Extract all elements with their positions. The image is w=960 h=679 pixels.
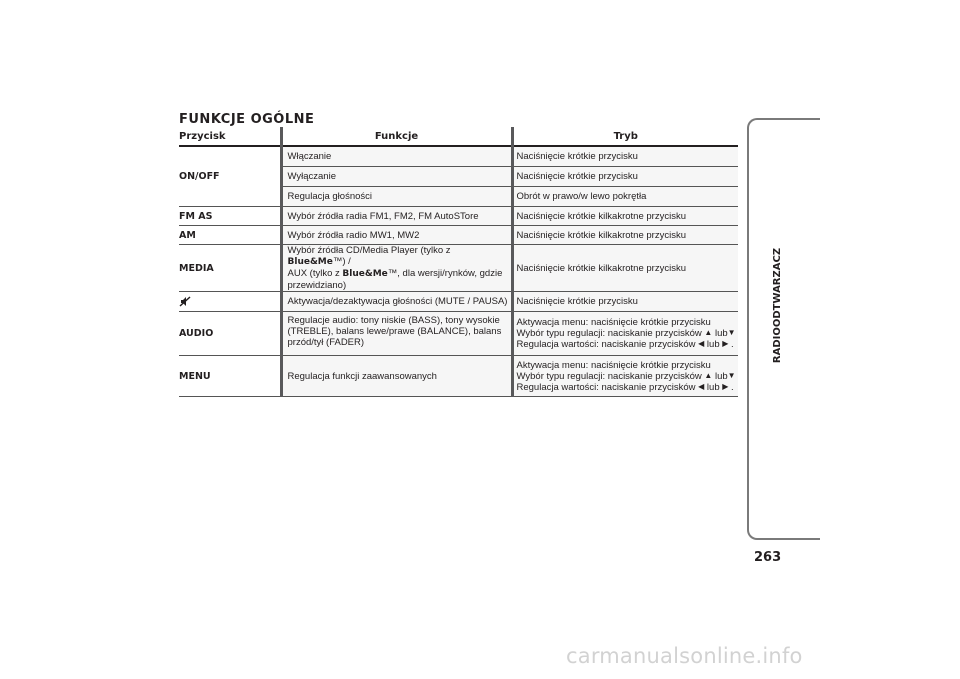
table-row xyxy=(179,312,738,356)
header-mode: Tryb xyxy=(512,127,738,146)
table-row xyxy=(179,146,738,167)
cell-function xyxy=(281,312,512,356)
triangle-right-icon: ▶ xyxy=(722,381,729,391)
text: . xyxy=(728,339,734,350)
section-title: FUNKCJE OGÓLNE xyxy=(179,112,315,127)
triangle-down-icon: ▼ xyxy=(727,328,736,337)
text: ™, dla wersji/rynków, gdzie xyxy=(387,268,503,279)
cell-mode: Naciśnięcie krótkie przycisku xyxy=(512,167,738,187)
header-button: Przycisk xyxy=(179,127,281,146)
key-fm-as: FM AS xyxy=(179,207,281,226)
brand-blueme: Blue&Me xyxy=(287,257,333,267)
text: ™) / xyxy=(332,256,351,267)
text: lub xyxy=(712,370,728,382)
text: . xyxy=(728,381,734,393)
cell-function: Regulacja funkcji zaawansowanych xyxy=(281,356,512,397)
cell-function: Wybór źródła radio MW1, MW2 xyxy=(281,226,512,245)
cell-mode: Obrót w prawo/w lewo pokrętła xyxy=(512,187,738,207)
key-audio: AUDIO xyxy=(179,312,281,356)
cell-mode xyxy=(512,312,738,356)
text: przód/tył (FADER) xyxy=(287,337,365,348)
brand-blueme: Blue&Me xyxy=(342,269,388,279)
table-row xyxy=(179,245,738,292)
key-media: MEDIA xyxy=(179,245,281,292)
triangle-down-icon: ▼ xyxy=(727,370,736,380)
text: Wybór typu regulacji: naciskanie przycisków xyxy=(516,328,705,339)
chapter-tab-label xyxy=(768,247,788,363)
table-row xyxy=(179,292,738,312)
text: lub xyxy=(704,339,723,350)
cell-mode: Naciśnięcie krótkie kilkakrotne przycisku xyxy=(512,245,738,292)
cell-mode xyxy=(512,356,738,397)
cell-function: Wyłączanie xyxy=(281,167,512,187)
text: Wybór źródła CD/Media Player (tylko z xyxy=(287,245,451,256)
text: AUX (tylko z xyxy=(287,268,343,279)
header-function: Funkcje xyxy=(281,127,512,146)
watermark: carmanualsonline.info xyxy=(566,644,803,668)
text: Regulacja wartości: naciskanie przycisków xyxy=(516,339,699,350)
text: Aktywacja menu: naciśnięcie krótkie przycisku xyxy=(516,317,711,328)
key-menu: MENU xyxy=(179,356,281,397)
mute-icon xyxy=(179,296,191,307)
text: przewidziano) xyxy=(287,280,347,291)
table-row xyxy=(179,207,738,226)
text: Regulacje audio: tony niskie (BASS), tony wysokie xyxy=(287,315,500,326)
table-row xyxy=(179,226,738,245)
cell-function: Wybór źródła radia FM1, FM2, FM AutoSTore xyxy=(281,207,512,226)
text: Wybór typu regulacji: naciskanie przycisków xyxy=(516,370,705,382)
cell-mode: Naciśnięcie krótkie kilkakrotne przycisku xyxy=(512,207,738,226)
triangle-left-icon: ◀ xyxy=(698,381,705,391)
text: lub xyxy=(712,328,728,339)
key-onoff: ON/OFF xyxy=(179,146,281,207)
table-row xyxy=(179,356,738,397)
key-mute xyxy=(179,292,281,312)
cell-function: Aktywacja/dezaktywacja głośności (MUTE / PAUSA) xyxy=(281,292,512,312)
table-header-row xyxy=(179,127,738,146)
triangle-up-icon: ▲ xyxy=(704,328,713,337)
cell-function: Włączanie xyxy=(281,146,512,167)
page-number: 263 xyxy=(754,550,782,565)
cell-mode: Naciśnięcie krótkie przycisku xyxy=(512,292,738,312)
triangle-right-icon: ▶ xyxy=(722,339,729,348)
cell-mode: Naciśnięcie krótkie przycisku xyxy=(512,146,738,167)
text: Aktywacja menu: naciśnięcie krótkie przycisku xyxy=(516,359,711,371)
key-am: AM xyxy=(179,226,281,245)
triangle-up-icon: ▲ xyxy=(704,370,713,380)
functions-table xyxy=(179,127,738,397)
text: Regulacja wartości: naciskanie przycisków xyxy=(516,381,699,393)
chapter-title: RADIOODTWARZACZ xyxy=(772,247,784,363)
text: lub xyxy=(704,381,723,393)
triangle-left-icon: ◀ xyxy=(698,339,705,348)
cell-mode: Naciśnięcie krótkie kilkakrotne przycisku xyxy=(512,226,738,245)
text: (TREBLE), balans lewe/prawe (BALANCE), balans xyxy=(287,326,502,337)
cell-function xyxy=(281,245,512,292)
cell-function: Regulacja głośności xyxy=(281,187,512,207)
